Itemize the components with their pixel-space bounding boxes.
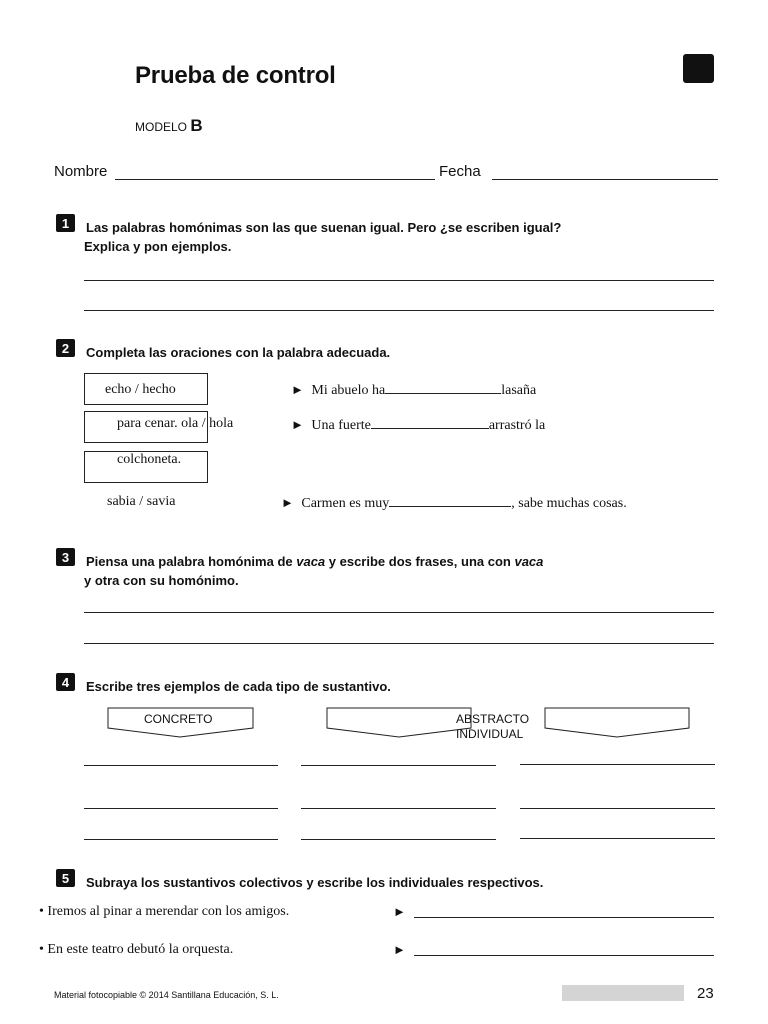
category-label-2: ABSTRACTO: [456, 712, 530, 726]
question-number-3: 3: [56, 548, 75, 566]
arrow-icon: ►: [291, 417, 304, 432]
question-1-line-1: Las palabras homónimas son las que suenan igual. Pero ¿se escriben igual?: [86, 220, 562, 235]
sentence-1-end: lasaña: [501, 383, 537, 398]
sentence-3-end: , sabe muchas cosas.: [511, 496, 627, 511]
sentence-item-1: • Iremos al pinar a merendar con los amigos.: [39, 904, 290, 919]
answer-line[interactable]: [301, 808, 496, 809]
question-3-part-d: vaca: [514, 554, 544, 569]
arrow-icon: ►: [281, 495, 294, 510]
question-2-text: Completa las oraciones con la palabra adecuada.: [86, 345, 391, 360]
question-number-2: 2: [56, 339, 75, 357]
answer-line[interactable]: [414, 955, 714, 956]
sentence-2-start: Una fuerte: [311, 418, 371, 433]
sentence-2-end: arrastró la: [488, 418, 546, 433]
word-option-4: sabia / savia: [107, 494, 176, 509]
name-label: Nombre: [54, 163, 108, 180]
question-number-1: 1: [56, 214, 75, 232]
category-tag-2: [327, 708, 471, 737]
copyright-notice: Material fotocopiable © 2014 Santillana Educación, S. L.: [54, 990, 279, 1000]
footer-bar: [562, 985, 684, 1001]
arrow-icon: ►: [393, 942, 406, 957]
question-5-text: Subraya los sustantivos colectivos y escribe los individuales respectivos.: [86, 875, 544, 890]
page-number: 23: [697, 985, 714, 1002]
category-tag-3: [545, 708, 689, 737]
question-1-line-2: Explica y pon ejemplos.: [84, 239, 232, 254]
answer-line[interactable]: [301, 765, 496, 766]
category-label-1: CONCRETO: [144, 712, 213, 726]
answer-line[interactable]: [520, 838, 715, 839]
question-4-text: Escribe tres ejemplos de cada tipo de sustantivo.: [86, 679, 391, 694]
sentence-1-start: Mi abuelo ha: [311, 383, 386, 398]
model-word: MODELO: [135, 120, 188, 134]
page-title: Prueba de control: [135, 62, 336, 89]
question-number-4: 4: [56, 673, 75, 691]
category-label-3: INDIVIDUAL: [456, 727, 524, 741]
answer-line[interactable]: [301, 839, 496, 840]
question-3-part-a: Piensa una palabra homónima de: [86, 554, 297, 569]
answer-line[interactable]: [84, 839, 278, 840]
question-3-line-2: y otra con su homónimo.: [84, 573, 239, 588]
word-option-1: echo / hecho: [105, 382, 176, 397]
sentence-item-2: • En este teatro debutó la orquesta.: [39, 942, 234, 957]
question-number-5: 5: [56, 869, 75, 887]
answer-line[interactable]: [84, 808, 278, 809]
date-label: Fecha: [439, 163, 481, 180]
sentence-3-start: Carmen es muy: [301, 496, 390, 511]
answer-line[interactable]: [520, 808, 715, 809]
word-option-2: para cenar. ola / hola: [117, 416, 234, 431]
arrow-icon: ►: [291, 382, 304, 397]
arrow-icon: ►: [393, 904, 406, 919]
word-option-3: colchoneta.: [117, 452, 182, 467]
answer-line[interactable]: [414, 917, 714, 918]
question-3-part-c: y escribe dos frases, una con: [325, 554, 515, 569]
question-3-part-b: vaca: [296, 554, 326, 569]
answer-line[interactable]: [520, 764, 715, 765]
answer-line[interactable]: [84, 765, 278, 766]
model-letter: B: [190, 116, 203, 135]
